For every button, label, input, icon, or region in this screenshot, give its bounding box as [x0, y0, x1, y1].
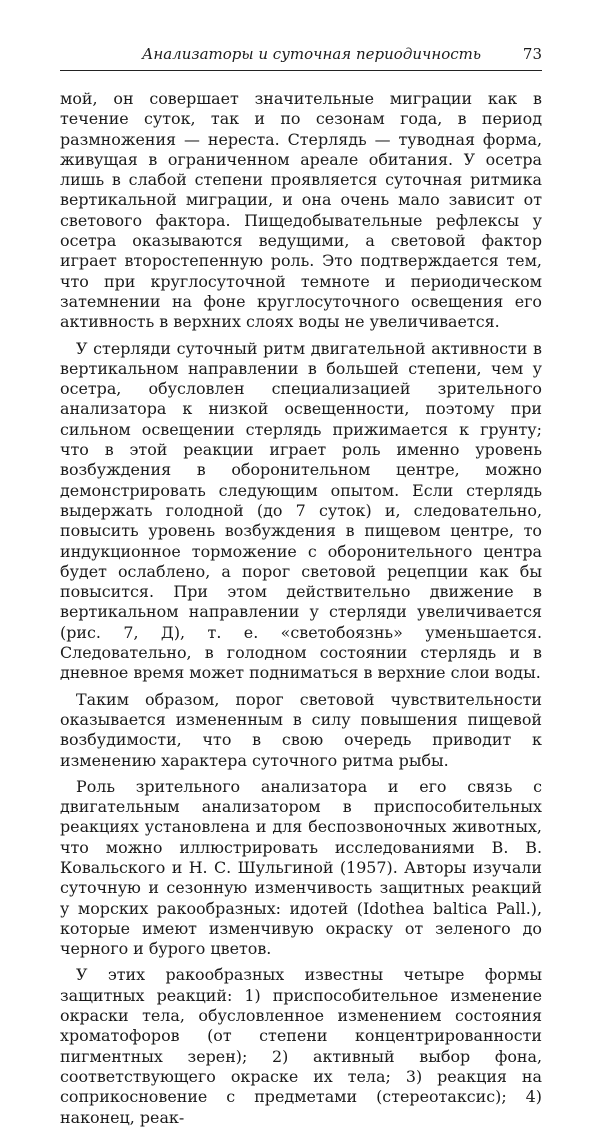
paragraph-light-threshold: Таким образом, порог световой чувствительности оказывается измененным в силу повышения пищевой возбудимости, что в свою очередь приводит к изменению характера суточного ритма рыбы. — [60, 689, 542, 770]
header-rule — [60, 70, 542, 71]
page-number: 73 — [522, 45, 542, 63]
paragraph-continuation: мой, он совершает значительные миграции как в течение суток, так и по сезонам года, в период размножения — нереста. Стерлядь — туводная форма, живущая в ограниченном ареале обитания. У осетра лишь в слабой степени проявляется суточная ритмика вертикальной миграции, и она очень мало зависит от светового фактора. Пищедобывательные рефлексы у осетра оказываются ведущими, а световой фактор играет второстепенную роль. Это подтверждается тем, что при круглосуточной темноте и периодическом затемнении на фоне круглосуточного освещения его активность в верхних слоях воды не увеличивается. — [60, 89, 542, 332]
book-page — [60, 44, 542, 1128]
running-head — [60, 44, 542, 64]
paragraph-sterlet-rhythm: У стерляди суточный ритм двигательной активности в вертикальном направлении в большей степени, чем у осетра, обусловлен специализацией зрительного анализатора к низкой освещенности, поэтому при сильном освещении стерлядь прижимается к грунту; что в этой реакции играет роль именно уровень возбуждения в оборонительном центре, можно демонстрировать следующим опытом. Если стерлядь выдержать голодной (до 7 суток) и, следовательно, повысить уровень возбуждения в пищевом центре, то индукционное торможение с оборонительного центра будет ослаблено, а порог световой рецепции как бы повысится. При этом действительно движение в вертикальном направлении у стерляди увеличивается (рис. 7, Д), т. е. «светобоязнь» уменьшается. Следовательно, в голодном состоянии стерлядь и в дневное время может подниматься в верхние слои воды. — [60, 338, 542, 683]
paragraph-defense-reactions: У этих ракообразных известны четыре формы защитных реакций: 1) приспособительное изменение окраски тела, обусловленное изменением состояния хроматофоров (от степени концентрированности пигментных зерен); 2) активный выбор фона, соответствующего окраске их тела; 3) реакция на соприкосновение с предметами (стереотаксис); 4) наконец, реак- — [60, 965, 542, 1127]
running-title: Анализаторы и суточная периодичность — [142, 45, 482, 63]
paragraph-invertebrates: Роль зрительного анализатора и его связь с двигательным анализатором в приспособительных реакциях установлена и для беспозвоночных животных, что можно иллюстрировать исследованиями В. В. Ковальского и Н. С. Шульгиной (1957). Авторы изучали суточную и сезонную изменчивость защитных реакций у морских ракообразных: идотей (Idothea baltica Pall.), которые имеют изменчивую окраску от зеленого до черного и бурого цветов. — [60, 776, 542, 959]
body-text — [60, 89, 542, 1128]
